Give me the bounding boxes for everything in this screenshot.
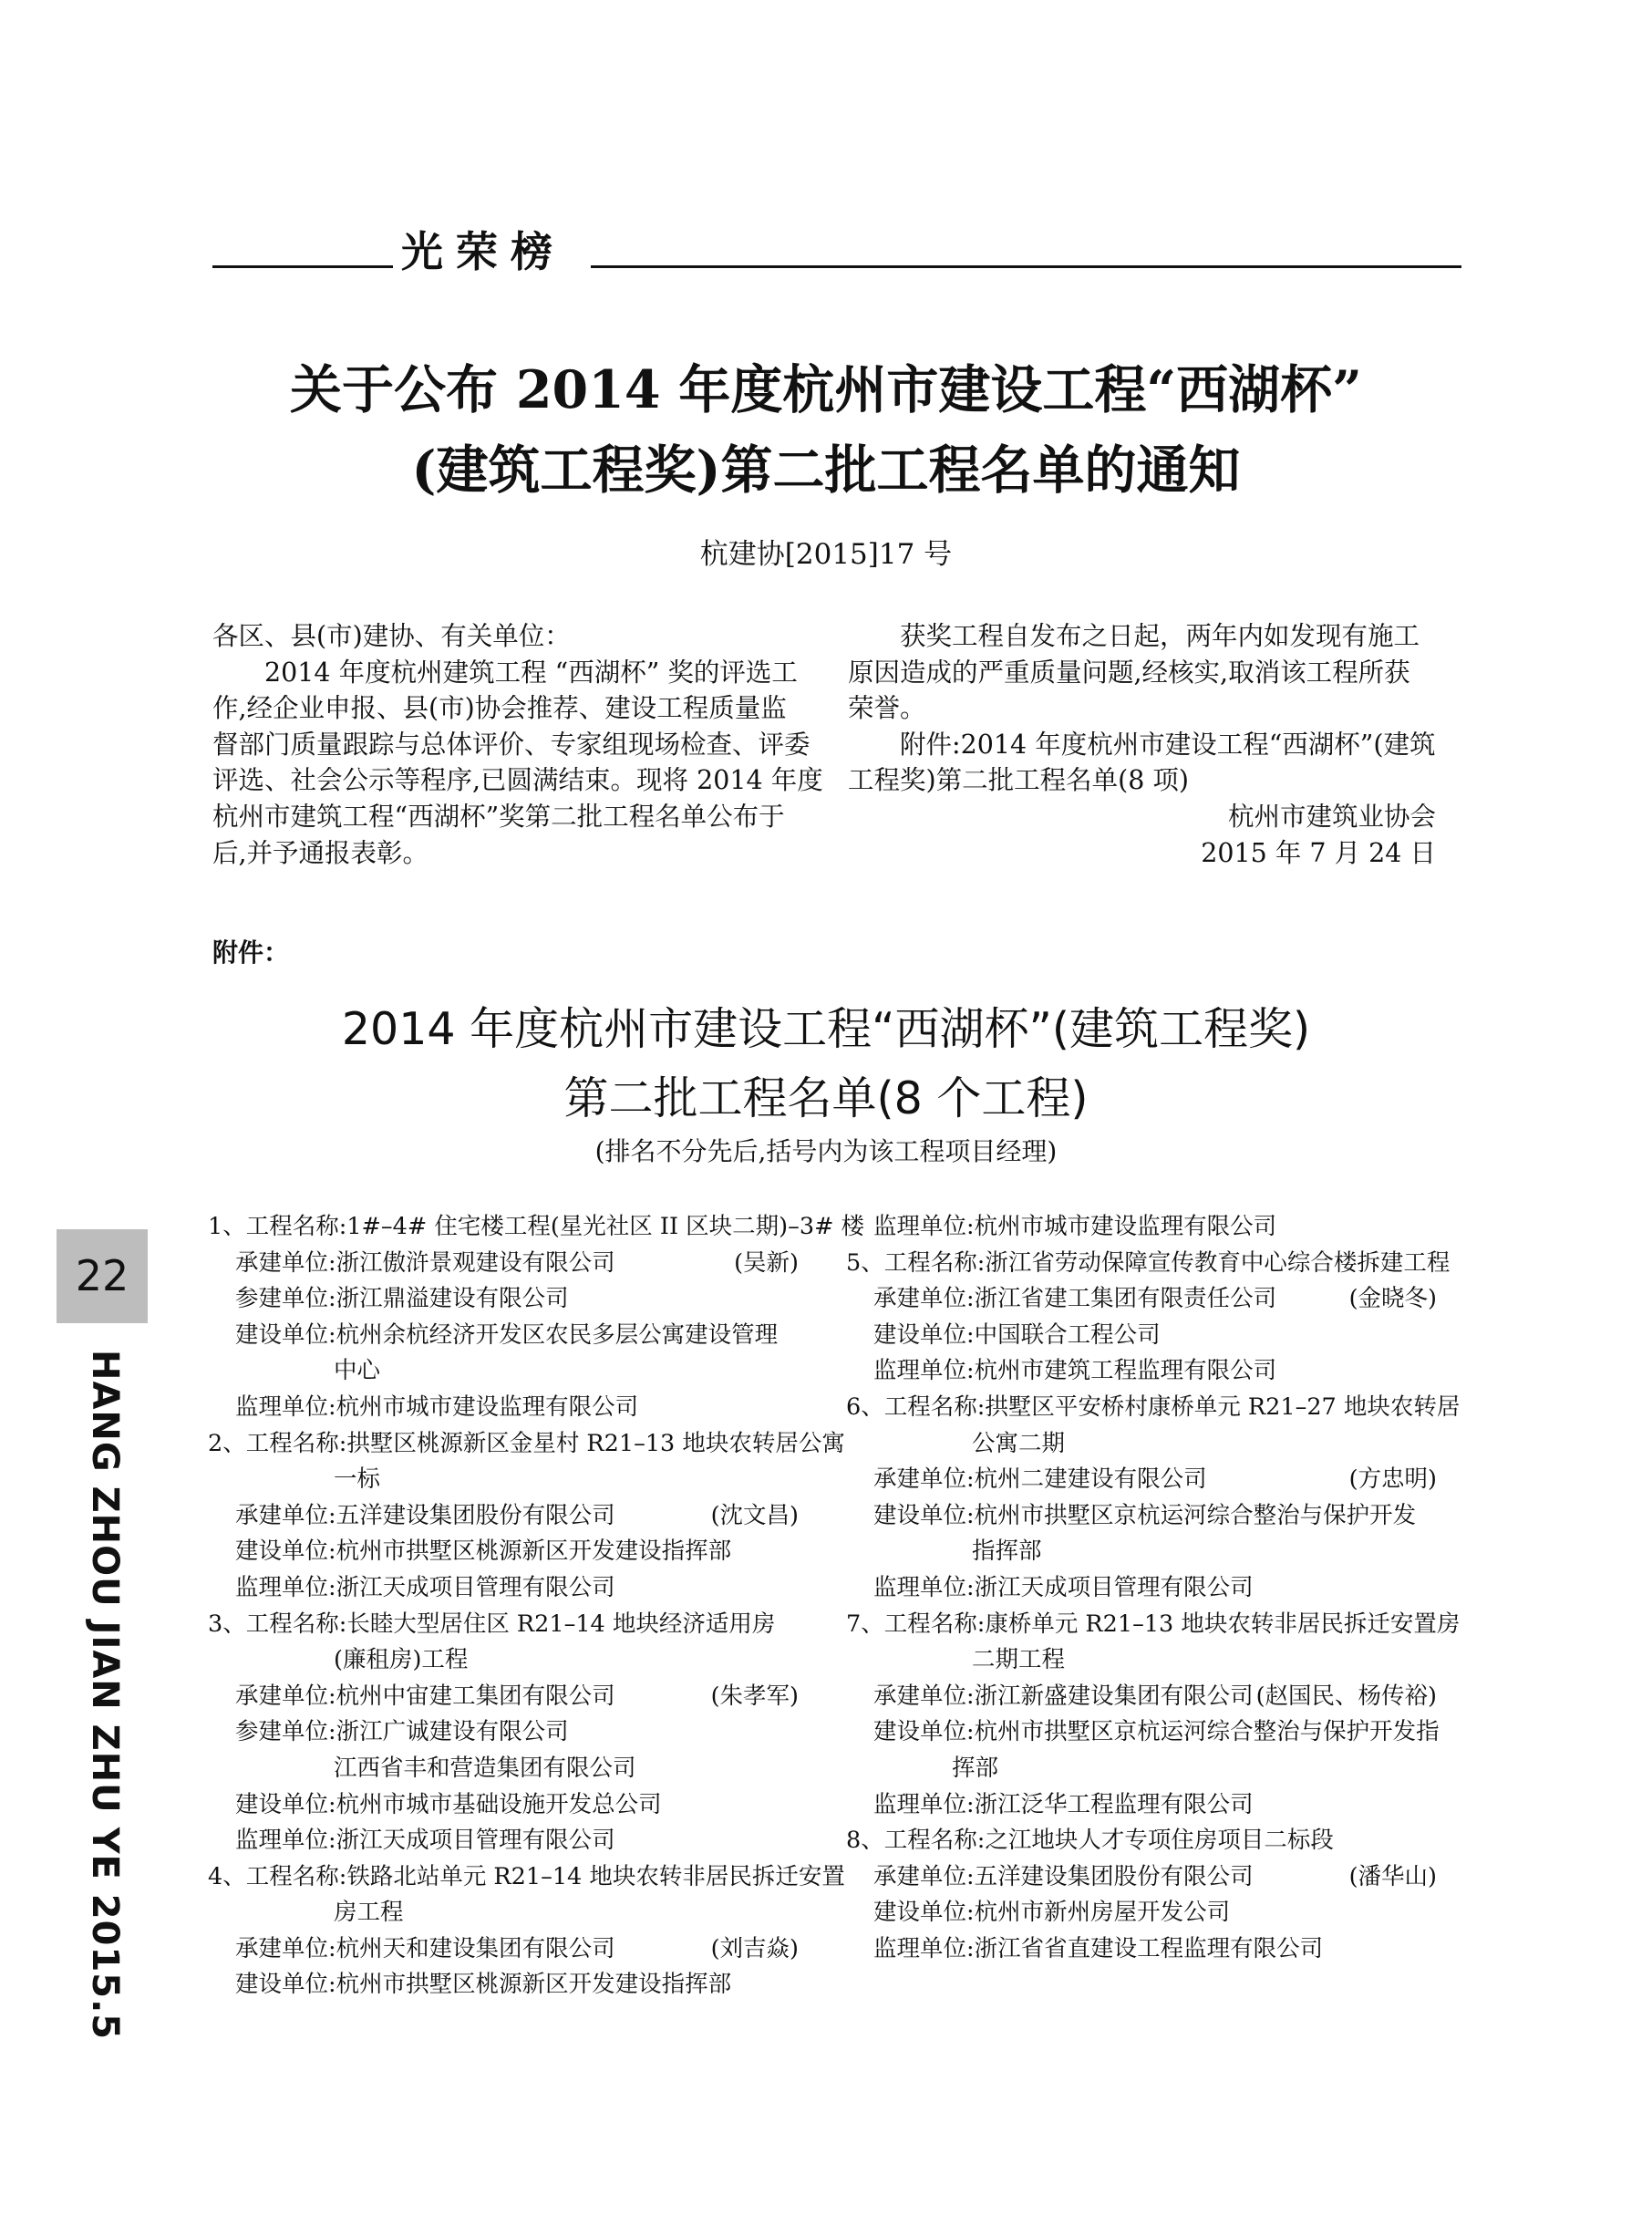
list-item: [208, 1931, 799, 1968]
list-item: [846, 1787, 1437, 1824]
list-item-text: 5、工程名称:浙江省劳动保障宣传教育中心综合楼拆建工程: [846, 1248, 1451, 1277]
list-item: [208, 1570, 799, 1607]
list-item-text: 承建单位:杭州天和建设集团有限公司: [235, 1934, 615, 1962]
list-item-text: 一标: [334, 1465, 381, 1494]
attachment-label: 附件：: [212, 937, 290, 968]
list-item-text: 8、工程名称:之江地块人才专项住房项目二标段: [846, 1827, 1334, 1855]
list-item-text: 监理单位:浙江泛华工程监理有限公司: [873, 1790, 1254, 1818]
project-manager: (赵国民、杨传裕): [1255, 1682, 1437, 1710]
list-item: [208, 1498, 799, 1535]
notice-title-line-2: (建筑工程奖)第二批工程名单的通知: [411, 440, 1241, 501]
list-item: [846, 1209, 1437, 1246]
body-line: 2014 年度杭州建筑工程 “西湖杯” 奖的评选工: [212, 657, 798, 688]
list-item: [208, 1967, 799, 2003]
list-item-text: 承建单位:杭州二建建设有限公司: [873, 1465, 1207, 1494]
list-item: [846, 1714, 1440, 1751]
list-item-text: 建设单位:中国联合工程公司: [873, 1320, 1161, 1349]
list-item: [846, 1462, 1437, 1498]
list-item-text: 监理单位:杭州市城市建设监理有限公司: [873, 1213, 1277, 1240]
list-item: [846, 1823, 1437, 1859]
notice-signature: 杭州市建筑业协会: [1227, 802, 1436, 832]
body-line: 原因造成的严重质量问题,经核实,取消该工程所获: [848, 657, 1410, 688]
list-item-text: 建设单位:杭州市新州房屋开发公司: [873, 1899, 1231, 1927]
list-item: [208, 1859, 845, 1896]
list-item-text: 承建单位:浙江省建工集团有限责任公司: [873, 1285, 1277, 1313]
list-item: [846, 1642, 1437, 1679]
list-item-text: 建设单位:杭州市拱墅区桃源新区开发建设指挥部: [235, 1537, 732, 1566]
list-item: [846, 1570, 1437, 1607]
list-item: [846, 1498, 1437, 1535]
list-item-text: 6、工程名称:拱墅区平安桥村康桥单元 R21–27 地块农转居: [846, 1393, 1461, 1421]
project-manager: (朱孝军): [710, 1682, 799, 1710]
list-item-text: 指挥部: [972, 1537, 1042, 1566]
list-item-text: (廉租房)工程: [334, 1646, 469, 1674]
list-item: [208, 1246, 799, 1282]
page-number: 22: [57, 1229, 148, 1323]
list-item: [846, 1931, 1437, 1968]
project-manager: (吴新): [734, 1248, 799, 1277]
list-item: [208, 1679, 799, 1715]
list-item: [208, 1607, 799, 1643]
list-item-text: 监理单位:浙江天成项目管理有限公司: [235, 1573, 615, 1601]
list-item-text: 建设单位:杭州市拱墅区桃源新区开发建设指挥部: [235, 1971, 732, 1999]
header-rule-left: [212, 265, 393, 268]
list-title-line-2: 第二批工程名单(8 个工程): [563, 1072, 1089, 1124]
list-item-text: 承建单位:杭州中宙建工集团有限公司: [235, 1682, 615, 1710]
list-item-text: 房工程: [334, 1899, 404, 1927]
list-item: [846, 1390, 1461, 1426]
list-item: [208, 1895, 799, 1931]
notice-body-left: [212, 618, 823, 871]
list-item: [208, 1209, 865, 1246]
list-item-text: 承建单位:浙江傲浒景观建设有限公司: [235, 1248, 615, 1277]
list-item: [846, 1246, 1451, 1282]
list-item-text: 江西省丰和营造集团有限公司: [334, 1754, 636, 1782]
body-line: 附件:2014 年度杭州市建设工程“西湖杯”(建筑: [848, 729, 1436, 760]
list-item: [846, 1751, 1437, 1787]
header-rule-right: [591, 265, 1461, 268]
list-item-text: 监理单位:浙江省省直建设工程监理有限公司: [873, 1934, 1324, 1962]
list-item-text: 监理单位:浙江天成项目管理有限公司: [235, 1827, 615, 1855]
list-item: [846, 1679, 1437, 1715]
list-item-text: 3、工程名称:长睦大型居住区 R21–14 地块经济适用房: [208, 1610, 776, 1638]
list-item-text: 二期工程: [972, 1646, 1066, 1674]
list-item: [846, 1281, 1437, 1318]
body-line: 各区、县(市)建协、有关单位：: [212, 621, 571, 651]
list-note: (排名不分先后,括号内为该工程项目经理): [594, 1136, 1058, 1166]
notice-date: 2015 年 7 月 24 日: [1201, 838, 1436, 868]
list-item-text: 建设单位:杭州市拱墅区京杭运河综合整治与保护开发: [873, 1501, 1417, 1529]
notice-body-right: [848, 618, 1440, 799]
list-item-text: 承建单位:五洋建设集团股份有限公司: [873, 1862, 1254, 1890]
project-list-right: [846, 1209, 1461, 1967]
list-item: [846, 1859, 1437, 1896]
document-number: 杭建协[2015]17 号: [699, 538, 953, 571]
list-item: [208, 1353, 799, 1390]
list-item-text: 建设单位:杭州市城市基础设施开发总公司: [235, 1790, 662, 1818]
list-item-text: 建设单位:杭州市拱墅区京杭运河综合整治与保护开发指: [873, 1718, 1440, 1746]
list-item: [846, 1318, 1437, 1354]
list-item-text: 4、工程名称:铁路北站单元 R21–14 地块农转非居民拆迁安置: [208, 1862, 845, 1890]
list-item: [208, 1534, 799, 1570]
list-item: [208, 1426, 845, 1463]
body-line: 杭州市建筑工程“西湖杯”奖第二批工程名单公布于: [212, 801, 785, 832]
list-item: [208, 1642, 799, 1679]
list-item: [846, 1534, 1437, 1570]
list-item: [208, 1714, 799, 1751]
project-manager: (潘华山): [1348, 1862, 1437, 1890]
list-title-line-1: 2014 年度杭州市建设工程“西湖杯”(建筑工程奖): [341, 1003, 1311, 1055]
list-item: [208, 1787, 799, 1824]
list-item-text: 公寓二期: [972, 1429, 1066, 1457]
project-list-left: [208, 1209, 865, 2003]
body-line: 作,经企业申报、县(市)协会推荐、建设工程质量监: [212, 693, 787, 724]
list-item: [846, 1895, 1437, 1931]
list-item-text: 参建单位:浙江鼎溢建设有限公司: [235, 1285, 569, 1313]
journal-vertical-label: HANG ZHOU JIAN ZHU YE 2015.5: [84, 1350, 126, 2041]
list-item-text: 1、工程名称:1#–4# 住宅楼工程(星光社区 II 区块二期)–3# 楼: [208, 1213, 865, 1240]
body-line: 评选、社会公示等程序,已圆满结束。现将 2014 年度: [212, 765, 823, 796]
body-line: 后,并予通报表彰。: [212, 837, 429, 868]
body-line: 工程奖)第二批工程名单(8 项): [848, 765, 1190, 796]
list-item: [208, 1318, 799, 1354]
list-item-text: 承建单位:浙江新盛建设集团有限公司: [873, 1682, 1254, 1710]
body-line: 荣誉。: [848, 693, 926, 724]
list-item-text: 监理单位:杭州市建筑工程监理有限公司: [873, 1357, 1277, 1385]
list-item-text: 监理单位:杭州市城市建设监理有限公司: [235, 1393, 639, 1421]
list-item: [208, 1823, 799, 1859]
list-item: [846, 1353, 1437, 1390]
notice-title-line-1: 关于公布 2014 年度杭州市建设工程“西湖杯”: [290, 359, 1362, 420]
list-item-text: 参建单位:浙江广诚建设有限公司: [235, 1718, 569, 1746]
list-item-text: 中心: [334, 1357, 381, 1385]
list-item-text: 监理单位:浙江天成项目管理有限公司: [873, 1573, 1254, 1601]
body-line: 督部门质量跟踪与总体评价、专家组现场检查、评委: [212, 729, 811, 760]
project-manager: (方忠明): [1348, 1465, 1437, 1494]
list-item: [846, 1426, 1437, 1463]
project-manager: (沈文昌): [710, 1501, 799, 1529]
list-item: [208, 1462, 799, 1498]
list-item: [846, 1607, 1461, 1643]
list-item-text: 建设单位:杭州余杭经济开发区农民多层公寓建设管理: [235, 1320, 779, 1349]
section-title: 光荣榜: [401, 227, 565, 276]
body-line: 获奖工程自发布之日起，两年内如发现有施工: [848, 621, 1420, 651]
project-manager: (刘吉焱): [710, 1934, 799, 1962]
list-item: [208, 1281, 799, 1318]
project-manager: (金晓冬): [1348, 1285, 1437, 1313]
list-item: [208, 1390, 799, 1426]
list-item: [208, 1751, 799, 1787]
list-item-text: 2、工程名称:拱墅区桃源新区金星村 R21–13 地块农转居公寓: [208, 1429, 845, 1457]
list-item-text: 挥部: [952, 1754, 999, 1782]
list-item-text: 7、工程名称:康桥单元 R21–13 地块农转非居民拆迁安置房: [846, 1610, 1461, 1638]
list-item-text: 承建单位:五洋建设集团股份有限公司: [235, 1501, 615, 1529]
